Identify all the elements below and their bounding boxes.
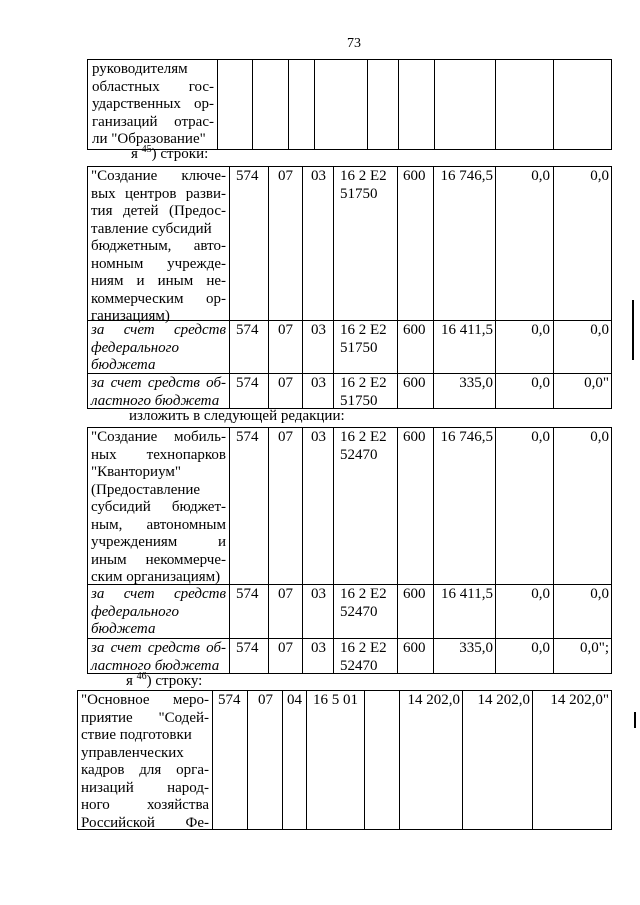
cell-code: 574 xyxy=(218,692,241,708)
cell-subsection: 03 xyxy=(311,375,326,391)
cell-type: 600 xyxy=(403,586,426,602)
cell-code: 574 xyxy=(236,322,259,338)
cell-section: 07 xyxy=(278,375,293,391)
cell-code: 574 xyxy=(236,429,259,445)
cell-amount: 335,0 xyxy=(459,640,493,656)
cell-section: 07 xyxy=(278,429,293,445)
scan-mark xyxy=(632,300,634,360)
cell-amount: 16 411,5 xyxy=(441,586,493,602)
cell-value-b: 0,0" xyxy=(584,375,609,391)
cell-subsection: 04 xyxy=(287,692,302,708)
cell-value-a: 0,0 xyxy=(531,168,550,184)
cell-target: 16 2 E2 51750 xyxy=(340,322,387,356)
cell-subsection: 03 xyxy=(311,586,326,602)
cell-code: 574 xyxy=(236,168,259,184)
cell-value-b: 14 202,0" xyxy=(550,692,609,708)
cell-subsection: 03 xyxy=(311,322,326,338)
cell-type: 600 xyxy=(403,429,426,445)
cell-value-a: 0,0 xyxy=(531,429,550,445)
cell-value-b: 0,0 xyxy=(590,429,609,445)
cell-code: 574 xyxy=(236,375,259,391)
cell-type: 600 xyxy=(403,375,426,391)
cell-amount: 16 746,5 xyxy=(440,168,493,184)
cell-value-a: 0,0 xyxy=(531,375,550,391)
row-label: "Создание ключе- вых центров разви- тия детей (Предос- тавление субсидий бюджетным, авто- номным учрежде- ниям и иным не- коммерческим ор- ганизациям) xyxy=(91,168,226,324)
cell-value-a: 0,0 xyxy=(531,640,550,656)
cell-value-a: 0,0 xyxy=(531,586,550,602)
row-label: "Создание мобиль- ных технопарков "Кванториум" (Предоставление субсидий бюджет- ным, автономным учреждениям и иным некоммерче- ским организациям) xyxy=(91,429,226,585)
row-label: за счет средств об- ластного бюджета xyxy=(91,375,226,409)
cell-amount: 14 202,0 xyxy=(407,692,460,708)
row-label: за счет средств об- ластного бюджета xyxy=(91,640,226,674)
cell-section: 07 xyxy=(278,586,293,602)
cell-amount: 335,0 xyxy=(459,375,493,391)
cell-subsection: 03 xyxy=(311,429,326,445)
cell-value-b: 0,0 xyxy=(590,586,609,602)
cell-subsection: 03 xyxy=(311,640,326,656)
cell-type: 600 xyxy=(403,640,426,656)
cell-value-a: 14 202,0 xyxy=(477,692,530,708)
cell-section: 07 xyxy=(278,168,293,184)
cell-target: 16 2 E2 52470 xyxy=(340,586,387,620)
row-label: "Основное меро- приятие "Содей- ствие подготовки управленческих кадров для орга- низаций народ- ного хозяйства Российской Фе- xyxy=(81,692,209,831)
cell-section: 07 xyxy=(278,640,293,656)
cell-target: 16 2 E2 51750 xyxy=(340,168,387,202)
page-number: 73 xyxy=(347,36,361,51)
cell-code: 574 xyxy=(236,640,259,656)
cell-target: 16 2 E2 51750 xyxy=(340,375,387,409)
cell-value-a: 0,0 xyxy=(531,322,550,338)
cell-type: 600 xyxy=(403,168,426,184)
cell-value-b: 0,0"; xyxy=(579,640,609,656)
cell-value-b: 0,0 xyxy=(590,322,609,338)
caption-strings: я $^{45}$) строки: xyxy=(131,144,209,162)
cell-section: 07 xyxy=(258,692,273,708)
row-label: за счет средств федерального бюджета xyxy=(91,322,226,373)
caption-new-edition: изложить в следующей редакции: xyxy=(129,408,345,424)
cell-target: 16 2 E2 52470 xyxy=(340,640,387,674)
cell-amount: 16 746,5 xyxy=(440,429,493,445)
cell-code: 574 xyxy=(236,586,259,602)
cell-amount: 16 411,5 xyxy=(441,322,493,338)
cell-target: 16 2 E2 52470 xyxy=(340,429,387,463)
cell-target: 16 5 01 xyxy=(313,692,358,708)
cell-subsection: 03 xyxy=(311,168,326,184)
row-label: за счет средств федерального бюджета xyxy=(91,586,226,637)
row-label: руководителям областных гос- ударственных ор- ганизаций отрас- ли "Образование" xyxy=(92,61,214,147)
scan-mark xyxy=(634,712,636,728)
cell-value-b: 0,0 xyxy=(590,168,609,184)
cell-type: 600 xyxy=(403,322,426,338)
caption-string: я $^{46}$) строку: xyxy=(126,671,203,689)
cell-section: 07 xyxy=(278,322,293,338)
